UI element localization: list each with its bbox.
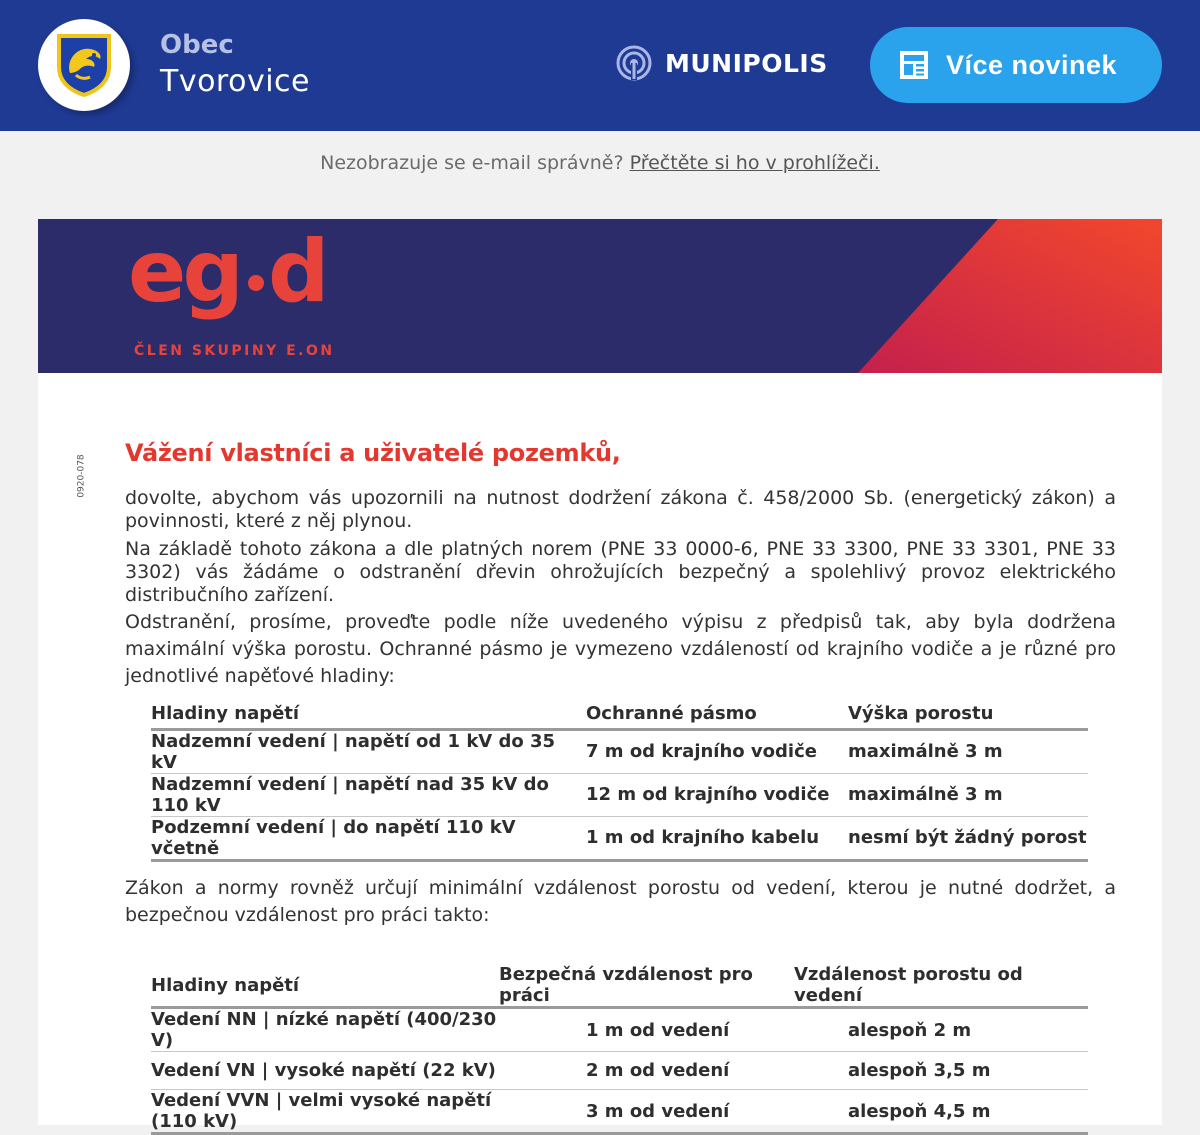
view-in-browser-notice (0, 152, 1200, 174)
header-bar (0, 0, 1200, 131)
letter-heading: Vážení vlastníci a uživatelé pozemků, (125, 439, 621, 467)
paragraph-distances: Zákon a normy rovněž určují minimální vzdálenost porostu od vedení, kterou je nutné dodržet, a bezpečnou vzdálenost pro práci takto: (125, 877, 1116, 926)
org-name: Tvorovice (160, 64, 311, 99)
table-header: Hladiny napětí (151, 964, 499, 1008)
table-cell: nesmí být žádný porost (848, 816, 1088, 860)
table-cell: 12 m od krajního vodiče (586, 773, 848, 816)
svg-text:d: d (268, 231, 330, 322)
newspaper-icon (898, 49, 930, 81)
table-header: Hladiny napětí (151, 699, 586, 729)
broadcast-icon (615, 44, 653, 82)
table-cell: 3 m od vedení (499, 1090, 794, 1134)
munipolis-brand[interactable] (615, 44, 828, 82)
table-cell: 7 m od krajního vodiče (586, 729, 848, 773)
table-header: Vzdálenost porostu od vedení (794, 964, 1088, 1008)
table-header: Ochranné pásmo (586, 699, 848, 729)
table-row (151, 773, 1088, 816)
table-cell: Vedení VVN | velmi vysoké napětí (110 kV) (151, 1090, 499, 1134)
coat-of-arms-icon (56, 33, 112, 97)
table-header: Bezpečná vzdálenost pro práci (499, 964, 794, 1008)
table-header-row (151, 699, 1088, 729)
municipality-logo[interactable] (38, 19, 130, 111)
document-code: 0920-078 (76, 454, 87, 498)
egd-banner (38, 219, 1162, 373)
table-header-row (151, 964, 1088, 1008)
table-cell: Nadzemní vedení | napětí od 1 kV do 35 kV (151, 729, 586, 773)
table-cell: maximálně 3 m (848, 773, 1088, 816)
table-cell: alespoň 2 m (794, 1008, 1088, 1052)
table-cell: 1 m od vedení (499, 1008, 794, 1052)
table-cell: maximálně 3 m (848, 729, 1088, 773)
table-cell: 1 m od krajního kabelu (586, 816, 848, 860)
table-row (151, 1090, 1088, 1134)
table-cell: 2 m od vedení (499, 1052, 794, 1090)
table-row (151, 729, 1088, 773)
paragraph-intro: dovolte, abychom vás upozornili na nutnost dodržení zákona č. 458/2000 Sb. (energetický zákon) a povinnosti, které z něj plynou. (125, 487, 1116, 532)
paragraph-removal: Odstranění, prosíme, proveďte podle níže uvedeného výpisu z předpisů tak, aby byla dodržena maximální výška porostu. Ochranné pásmo je vymezeno vzdáleností od krajního vodiče a je různé pro jednotlivé napěťové hladiny: (125, 611, 1116, 687)
egd-logo-icon (128, 231, 348, 341)
table-cell: Vedení VN | vysoké napětí (22 kV) (151, 1052, 499, 1090)
table-cell: alespoň 4,5 m (794, 1090, 1088, 1134)
table-cell: Nadzemní vedení | napětí nad 35 kV do 110 kV (151, 773, 586, 816)
notice-text: Nezobrazuje se e-mail správně? (320, 152, 624, 174)
table-cell: alespoň 3,5 m (794, 1052, 1088, 1090)
table-header: Výška porostu (848, 699, 1088, 729)
table-cell: Vedení NN | nízké napětí (400/230 V) (151, 1008, 499, 1052)
view-in-browser-link[interactable]: Přečtěte si ho v prohlížeči. (629, 152, 880, 174)
more-news-label: Více novinek (946, 49, 1118, 80)
protection-zone-table (151, 699, 1088, 862)
munipolis-label: MUNIPOLIS (665, 48, 828, 78)
more-news-button[interactable] (870, 27, 1162, 103)
org-type-label: Obec (160, 30, 234, 60)
safe-distance-table (151, 964, 1088, 1135)
document-card (38, 219, 1162, 1132)
paragraph-norms: Na základě tohoto zákona a dle platných norem (PNE 33 0000-6, PNE 33 3300, PNE 33 3301, PNE 33 3302) vás žádáme o odstranění dřevin ohrožujících bezpečný a spolehlivý provoz elektrického distribučního zařízení. (125, 538, 1116, 606)
egd-subtitle: ČLEN SKUPINY E.ON (134, 343, 335, 359)
svg-text:eg: eg (128, 231, 240, 322)
table-row (151, 1052, 1088, 1090)
table-cell: Podzemní vedení | do napětí 110 kV včetně (151, 816, 586, 860)
table-row (151, 1008, 1088, 1052)
table-row (151, 816, 1088, 860)
